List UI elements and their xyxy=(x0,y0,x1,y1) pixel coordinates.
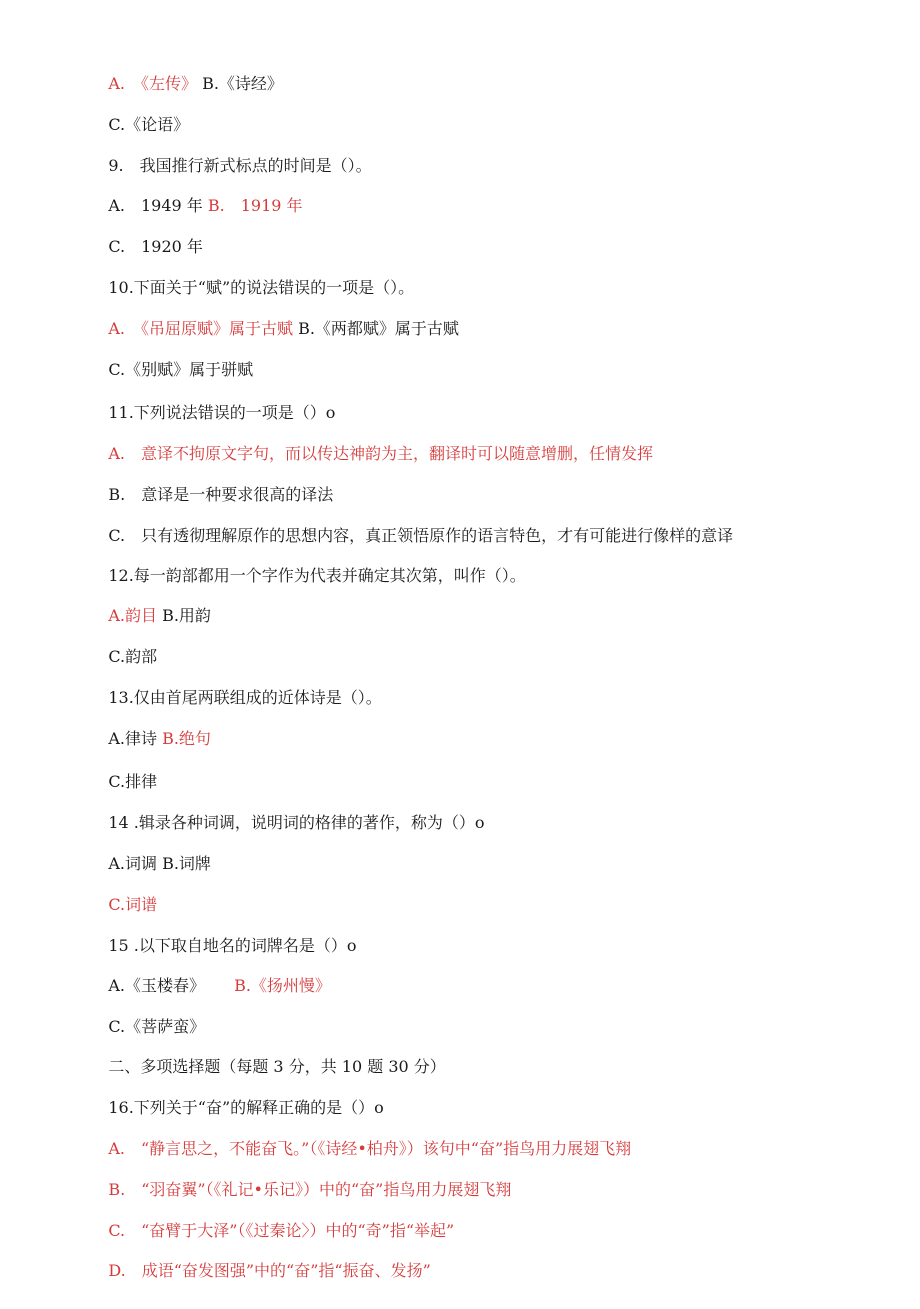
option-text: A.律诗 xyxy=(108,729,163,748)
answer-text: B. 1919 年 xyxy=(207,196,303,215)
answer-text: A. 《左传》 xyxy=(108,74,197,93)
answer-text: A. 意译不拘原文字句，而以传达神韵为主，翻译时可以随意增删，任情发挥 xyxy=(108,444,653,463)
section-heading xyxy=(88,1034,446,1076)
option-text: C. 1920 年 xyxy=(108,237,203,256)
option-text: A.词调 B.词牌 xyxy=(108,854,211,873)
option-line xyxy=(88,749,158,791)
option-line xyxy=(88,624,158,666)
option-text: C.《论语》 xyxy=(108,115,190,134)
section-heading-text: 二、多项选择题（每题 3 分，共 10 题 30 分） xyxy=(108,1057,446,1076)
option-line xyxy=(88,706,211,748)
answer-text: B. “羽奋翼”（《礼记•乐记》）中的“奋”指鸟用力展翅飞翔 xyxy=(108,1180,512,1199)
answer-text: C. “奋臂于大泽”（《过秦论〉）中的“奇”指“举起” xyxy=(108,1221,455,1240)
option-line xyxy=(88,462,334,504)
option-text: C. 只有透彻理解原作的思想内容，真正领悟原作的语言特色，才有可能进行像样的意译 xyxy=(108,526,734,545)
option-text: B.《诗经》 xyxy=(197,74,283,93)
answer-text: A.韵目 xyxy=(108,606,157,625)
question-text: 15 .以下取自地名的词牌名是（）o xyxy=(108,936,357,955)
question-line xyxy=(88,913,357,955)
option-line xyxy=(88,1198,455,1240)
answer-text: D. 成语“奋发图强”中的“奋”指“振奋、发扬” xyxy=(108,1261,431,1280)
option-line xyxy=(88,421,653,463)
question-text: 12.每一韵部都用一个字作为代表并确定其次第，叫作（）。 xyxy=(108,566,526,585)
answer-text: A. 《吊屈原赋》属于古赋 xyxy=(108,319,293,338)
option-line xyxy=(88,831,211,873)
question-text: 10.下面关于“赋”的说法错误的一项是（）。 xyxy=(108,278,415,297)
option-line xyxy=(88,214,203,256)
question-line xyxy=(88,665,382,707)
option-line xyxy=(88,583,211,625)
option-line xyxy=(88,953,331,995)
option-line xyxy=(88,1157,512,1199)
option-line xyxy=(88,51,283,93)
option-line xyxy=(88,92,190,134)
question-text: 16.下列关于“奋”的解释正确的是（）o xyxy=(108,1098,384,1117)
option-text: C.《别赋》属于骈赋 xyxy=(108,360,254,379)
question-line xyxy=(88,1075,384,1117)
question-text: 14 .辑录各种词调，说明词的格律的著作，称为（）o xyxy=(108,813,485,832)
question-text: 13.仅由首尾两联组成的近体诗是（）。 xyxy=(108,688,382,707)
option-text: B.用韵 xyxy=(157,606,211,625)
answer-text: C.词谱 xyxy=(108,895,158,914)
question-line xyxy=(88,380,336,422)
answer-text: B.《扬州慢》 xyxy=(234,976,331,995)
question-text: 9. 我国推行新式标点的时间是（）。 xyxy=(108,156,372,175)
option-text: C.《菩萨蛮》 xyxy=(108,1017,206,1036)
question-line xyxy=(88,790,485,832)
option-line xyxy=(88,994,206,1036)
option-line xyxy=(88,503,734,545)
option-line xyxy=(88,337,254,379)
question-text: 11.下列说法错误的一项是（）o xyxy=(108,403,336,422)
option-line xyxy=(88,173,303,215)
option-line xyxy=(88,1238,431,1280)
option-text: C.排律 xyxy=(108,772,158,791)
option-text: C.韵部 xyxy=(108,647,158,666)
option-line xyxy=(88,296,459,338)
question-line xyxy=(88,133,372,175)
answer-text: B.绝句 xyxy=(162,729,211,748)
question-line xyxy=(88,543,526,585)
option-text: A.《玉楼春》 xyxy=(108,976,235,995)
question-line xyxy=(88,255,415,297)
answer-text: A. “静言思之，不能奋飞。”（《诗经•柏舟》）该句中“奋”指鸟用力展翅飞翔 xyxy=(108,1139,632,1158)
option-text: A. 1949 年 xyxy=(108,196,208,215)
option-line xyxy=(88,1116,632,1158)
option-line xyxy=(88,872,158,914)
option-text: B.《两都赋》属于古赋 xyxy=(293,319,459,338)
option-text: B. 意译是一种要求很高的译法 xyxy=(108,485,334,504)
